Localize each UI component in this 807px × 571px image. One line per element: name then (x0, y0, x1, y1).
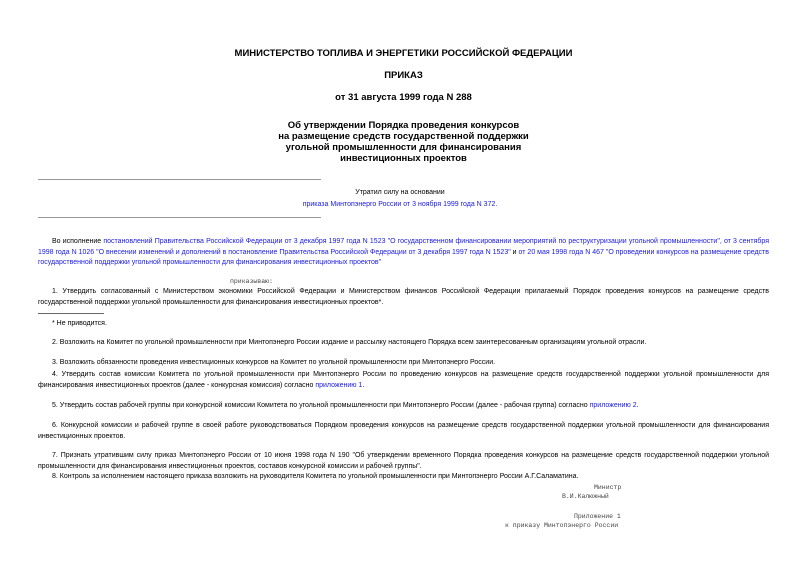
title-line: инвестиционных проектов (340, 153, 467, 164)
paragraph-3: 3. Возложить обязанности проведения инвестиционных конкурсов на Комитет по угольной промышленности при Минтопэнерго России. (52, 359, 496, 366)
paragraph-1: 1. Утвердить согласованный с Министерством экономики Российской Федерации и Министерством финансов Российской Федерации прилагаемый Порядок проведения конкурсов на размещение средств государственной поддержки угольной промышленности для финансирования инвестиционных проектов*. (38, 288, 769, 306)
title-line: на размещение средств государственной поддержки (278, 131, 529, 142)
paragraph-7: 7. Признать утратившим силу приказ Минтопэнерго России от 10 июня 1998 года N 190 "Об утверждении временного Порядка проведения конкурсов на размещение средств государственной поддержки угольной промышленности для финансирования инвестиционных проектов, составов конкурсной комиссии и рабочей группы". (38, 452, 769, 470)
status-note-text: Утратил силу на основании (355, 189, 445, 196)
title-line: угольной промышленности для финансирования (285, 142, 522, 153)
preamble-link-1[interactable]: постановлений Правительства Российской Федерации от 3 декабря 1997 года N 1523 "О государственном финансировании мероприятий по реструктуризации угольной промышленности", от 3 сентября 1998 года N 1026 "О внесении изменений и дополнений в постановление Правительства Российской Федерации от 3 декабря 1997 года N 1523" (38, 238, 769, 256)
paragraph-5 (38, 401, 769, 412)
preamble-paragraph (38, 237, 769, 269)
paragraph-5-tail: . (636, 402, 639, 409)
appendix-label: Приложение 1 (574, 513, 621, 520)
paragraph-2: 2. Возложить на Комитет по угольной промышленности при Минтопэнерго России издание и рассылку настоящего Порядка всем заинтересованным организациям угольной отрасли. (52, 339, 647, 346)
paragraph-4-text: 4. Утвердить состав комиссии Комитета по угольной промышленности при Минтопэнерго России по проведению конкурсов на размещение средств государственной поддержки угольной промышленности для финансирования инвестиционных проектов (далее - конкурсная комиссия) согласно (38, 371, 769, 389)
doc-type-heading: ПРИКАЗ (384, 70, 423, 81)
signature-role: Министр (594, 484, 622, 491)
date-number-heading: от 31 августа 1999 года N 288 (335, 92, 472, 103)
preamble-link-2[interactable]: от 20 мая 1998 года N 467 "О проведении конкурсов на размещение средств государственной поддержки угольной промышленности для финансирования инвестиционных проектов" (38, 248, 769, 266)
footnote-separator (38, 313, 104, 314)
preamble-prefix: Во исполнение (52, 238, 104, 245)
paragraph-4 (38, 370, 769, 391)
order-word: приказываю: (230, 278, 273, 285)
ministry-heading: МИНИСТЕРСТВО ТОПЛИВА И ЭНЕРГЕТИКИ РОССИЙСКОЙ ФЕДЕРАЦИИ (234, 48, 573, 59)
appendix-2-link[interactable]: приложению 2 (589, 402, 637, 409)
status-note (200, 187, 600, 211)
signature-name: В.И.Калюжный (562, 493, 609, 500)
divider-top (38, 179, 321, 180)
paragraph-6: 6. Конкурсной комиссии и рабочей группе в своей работе руководствоваться Порядком проведения конкурсов на размещение средств государственной поддержки угольной промышленности для финансирования инвестиционных проектов. (38, 422, 769, 440)
divider-bottom (38, 217, 321, 218)
footnote: * Не приводится. (52, 320, 107, 327)
paragraph-8: 8. Контроль за исполнением настоящего приказа возложить на руководителя Комитета по угольной промышленности при Минтопэнерго России А.Г.Саламатина. (52, 473, 579, 480)
status-note-link[interactable]: приказа Минтопэнерго России от 3 ноября 1999 года N 372. (302, 201, 498, 208)
paragraph-4-tail: . (362, 381, 365, 389)
appendix-reference: к приказу Минтопэнерго России (505, 522, 619, 529)
preamble-conjunction: и (510, 248, 519, 256)
title-line: Об утверждении Порядка проведения конкурсов (287, 120, 520, 131)
document-title (0, 120, 807, 164)
appendix-1-link[interactable]: приложению 1 (315, 381, 363, 389)
paragraph-5-text: 5. Утвердить состав рабочей группы при конкурсной комиссии Комитета по угольной промышленности при Минтопэнерго России (далее - рабочая группа) согласно (52, 402, 590, 409)
